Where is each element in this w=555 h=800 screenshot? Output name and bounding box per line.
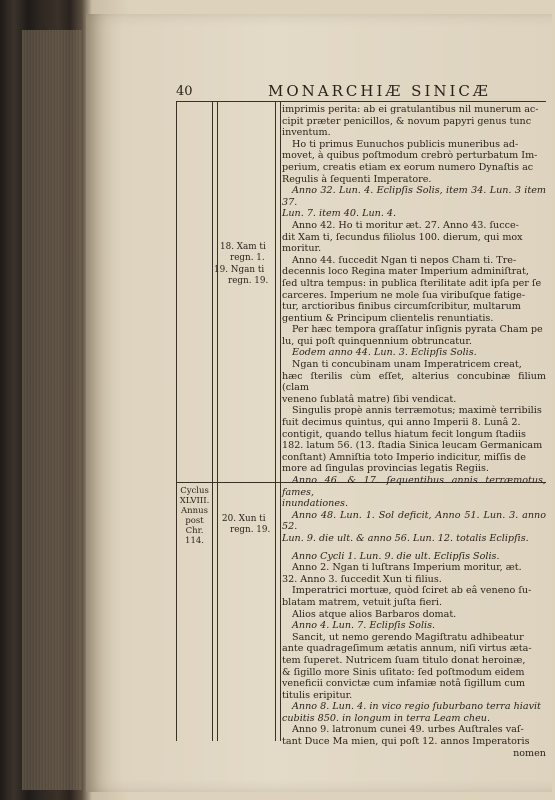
column-rule-4 xyxy=(275,101,276,741)
text-line: decennis loco Regina mater Imperium adminiſtrat, xyxy=(282,266,529,278)
page-number: 40 xyxy=(176,84,193,99)
margin-entry-3-reign: regn. 19. xyxy=(230,524,271,535)
text-line: Anno 44. ſuccedit Ngan ti nepos Cham ti. Tre- xyxy=(292,254,517,266)
margin-entry-1 xyxy=(220,242,276,263)
column-rule-1 xyxy=(176,101,177,741)
text-line: 182. latum 56. (13. ſtadia Sinica leucam Germanicam xyxy=(282,440,543,452)
text-line: Lun. 9. die ult. & anno 56. Lun. 12. totalis Eclipſis. xyxy=(282,532,529,544)
margin-entry-1-reign: regn. 1. xyxy=(230,252,265,263)
text-line: Anno 9. latronum cunei 49. urbes Auſtrales vaſ- xyxy=(292,724,524,736)
margin-entry-2-reign: regn. 19. xyxy=(228,275,269,286)
cycle-annus: Annus xyxy=(181,506,208,516)
text-line: tant Duce Ma mien, qui poſt 12. annos Imperatoris xyxy=(282,736,530,748)
running-title: MONARCHIÆ SINICÆ xyxy=(268,82,491,100)
text-line: Singulis propè annis terræmotus; maximè terribilis xyxy=(292,405,542,417)
text-line: Anno 4. Lun. 7. Eclipſis Solis. xyxy=(292,620,436,632)
margin-entry-2 xyxy=(214,265,276,286)
text-line: Anno 32. Lun. 4. Eclipſis Solis, item 34. Lun. 3 item 37. xyxy=(282,185,546,208)
text-line: more ad ſingulas provincias legatis Regiis. xyxy=(282,463,489,475)
margin-entry-3 xyxy=(222,514,276,535)
text-line: tem ſuperet. Nutricem ſuam titulo donat heroinæ, xyxy=(282,654,526,666)
text-line: fuit decimus quintus, qui anno Imperii 8. Lunâ 2. xyxy=(282,417,521,429)
text-line: lu, qui poſt quinquennium obtruncatur. xyxy=(282,335,472,347)
text-line: & ſigillo more Sinis uſitato: ſed poſtmodum eidem xyxy=(282,666,525,678)
text-line: inventum. xyxy=(282,127,331,139)
text-line: ſed ultra tempus: in publica ſterilitate adit ipſa per ſe xyxy=(282,277,542,289)
text-line: imprimis perita: ab ei gratulantibus nil munerum ac- xyxy=(282,104,539,115)
column-rule-2 xyxy=(212,101,213,741)
margin-entry-1-name: 18. Xam ti xyxy=(220,242,266,252)
cycle-year: 114. xyxy=(185,536,204,546)
header-rule xyxy=(176,101,546,102)
text-line: hæc ſterilis cùm eſſet, alterius concubinæ filium (clam xyxy=(282,370,546,394)
margin-entry-3-name: 20. Xun ti xyxy=(222,514,266,524)
text-line: 32. Anno 3. ſuccedit Xun ti filius. xyxy=(282,573,442,585)
cycle-post: post Chr. xyxy=(185,516,204,536)
text-line: inundationes. xyxy=(282,498,348,510)
text-line: Anno 48. Lun. 1. Sol deficit, Anno 51. Lun. 3. anno 52. xyxy=(282,509,546,533)
text-line: carceres. Imperium ne mole ſua viribuſque fatige- xyxy=(282,289,526,301)
text-line: moritur. xyxy=(282,243,322,255)
text-line: gentium & Principum clientelis renuntiatis. xyxy=(282,312,494,324)
text-line: Ngan ti concubinam unam Imperatricem creat, xyxy=(292,359,522,371)
cycle-entry xyxy=(177,486,212,546)
text-line: Regulis à ſequenti Imperatore. xyxy=(282,173,432,185)
text-line: Imperatrici mortuæ, quòd ſciret ab eâ veneno ſu- xyxy=(292,585,532,597)
text-line: veneno ſublatâ matre) ſibi vendicat. xyxy=(282,393,457,405)
text-line: Ho ti primus Eunuchos publicis muneribus ad- xyxy=(292,138,519,150)
main-text xyxy=(282,104,546,759)
text-line: blatam matrem, vetuit juſta fieri. xyxy=(282,596,442,608)
text-line: Sancit, ut nemo gerendo Magiſtratu adhibeatur xyxy=(292,631,524,643)
text-line: Per hæc tempora graſſatur inſignis pyrata Cham pe xyxy=(292,324,543,336)
cycle-label: Cyclus xyxy=(180,486,209,496)
text-line: Anno 8. Lun. 4. in vico regio ſuburbano terra hiavit xyxy=(292,701,541,713)
text-line: titulis eripitur. xyxy=(282,689,353,701)
margin-entry-2-name: 19. Ngan ti xyxy=(214,265,265,275)
text-line: Anno Cycli 1. Lun. 9. die ult. Eclipſis Solis. xyxy=(292,550,500,562)
text-line: Lun. 7. item 40. Lun. 4. xyxy=(282,208,397,220)
text-line: Anno 2. Ngan ti luſtrans Imperium moritur, æt. xyxy=(292,562,522,574)
text-line: Eodem anno 44. Lun. 3. Eclipſis Solis. xyxy=(292,347,477,359)
text-line: perium, creatis etiam ex eorum numero Dynaſtis ac xyxy=(282,161,534,173)
column-rule-3 xyxy=(217,101,218,741)
text-line: Anno 46. & 17. ſequentibus annis terræmotus, fames, xyxy=(282,475,546,498)
text-line: Alios atque alios Barbaros domat. xyxy=(292,608,457,620)
cycle-number: XLVIII. xyxy=(179,496,210,506)
text-line: tur, arctioribus finibus circumſcribitur, multarum xyxy=(282,301,521,313)
page-edges xyxy=(22,30,82,790)
text-line: cipit præter penicillos, & novum papyri genus tunc xyxy=(282,115,532,127)
text-line: contigit, quando tellus hiatum fecit longum ſtadiis xyxy=(282,428,526,440)
column-rule-5 xyxy=(280,101,281,741)
text-line: Anno 42. Ho ti moritur æt. 27. Anno 43. ſucce- xyxy=(292,219,519,231)
text-line: cubitis 850. in longum in terra Leam cheu. xyxy=(282,712,490,724)
text-line: ante quadrageſimum ætatis annum, niſi virtus æta- xyxy=(282,643,532,655)
text-line: veneficii convictæ cum infamiæ notâ ſigillum cum xyxy=(282,678,525,690)
text-line: movet, à quibus poſtmodum crebrò perturbatum Im- xyxy=(282,150,538,162)
catchword: nomen xyxy=(513,747,546,759)
text-line: dit Xam ti, ſecundus filiolus 100. dierum, qui mox xyxy=(282,231,523,243)
text-line: conſtant) Amniſtia toto Imperio indicitur, miſſis de xyxy=(282,451,526,463)
